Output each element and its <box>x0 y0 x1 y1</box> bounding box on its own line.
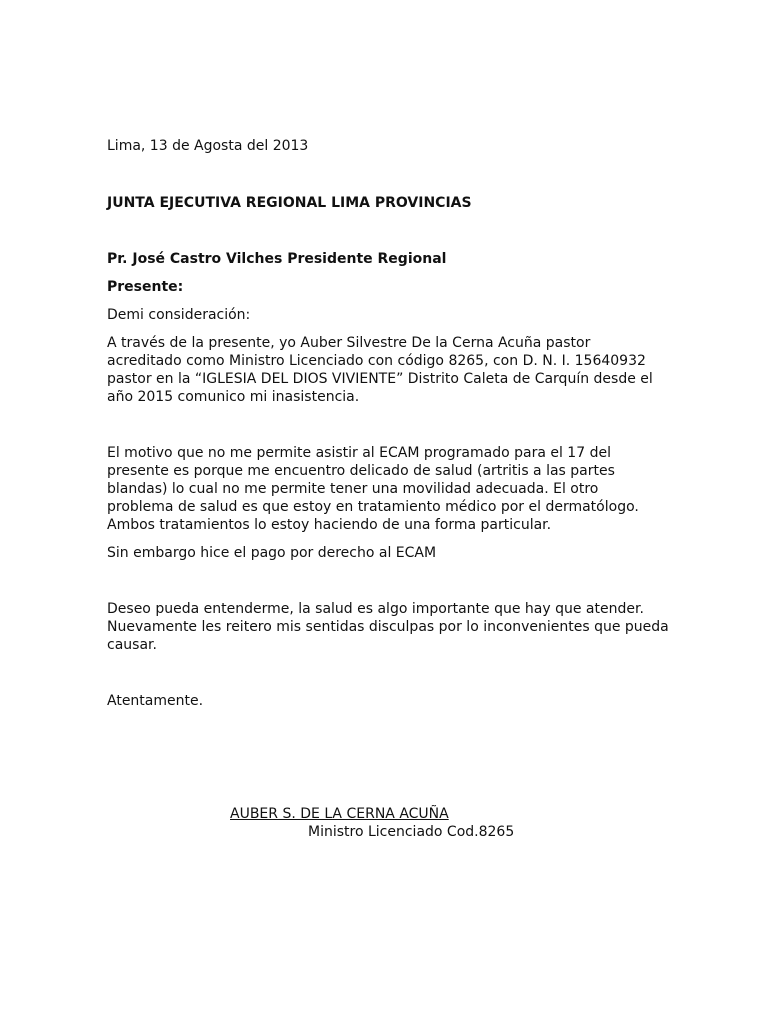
paragraph-line: problema de salud es que estoy en tratamiento médico por el dermatólogo. <box>107 499 639 515</box>
paragraph-line: causar. <box>107 637 157 653</box>
paragraph-line: El motivo que no me permite asistir al ECAM programado para el 17 del <box>107 445 611 461</box>
paragraph-line: acreditado como Ministro Licenciado con código 8265, con D. N. I. 15640932 <box>107 353 646 369</box>
paragraph-line: Nuevamente les reitero mis sentidas disculpas por lo inconvenientes que pueda <box>107 619 669 635</box>
paragraph-apology <box>107 600 687 654</box>
greeting: Demi consideración: <box>107 307 251 323</box>
signature-name: AUBER S. DE LA CERNA ACUÑA <box>230 806 449 822</box>
signature-title: Ministro Licenciado Cod.8265 <box>308 824 515 840</box>
paragraph-line: presente es porque me encuentro delicado de salud (artritis a las partes <box>107 463 615 479</box>
paragraph-line: Deseo pueda entenderme, la salud es algo importante que hay que atender. <box>107 601 644 617</box>
paragraph-line: pastor en la “IGLESIA DEL DIOS VIVIENTE” Distrito Caleta de Carquín desde el <box>107 371 653 387</box>
closing: Atentamente. <box>107 693 204 709</box>
paragraph-line: A través de la presente, yo Auber Silvestre De la Cerna Acuña pastor <box>107 335 591 351</box>
paragraph-reason <box>107 444 687 534</box>
recipient-name: Pr. José Castro Vilches Presidente Regional <box>107 251 447 267</box>
paragraph-line: año 2015 comunico mi inasistencia. <box>107 389 360 405</box>
letter-date: Lima, 13 de Agosta del 2013 <box>107 138 309 154</box>
paragraph-introduction <box>107 334 687 406</box>
paragraph-payment: Sin embargo hice el pago por derecho al ECAM <box>107 545 437 561</box>
presente-label: Presente: <box>107 279 184 295</box>
paragraph-line: blandas) lo cual no me permite tener una movilidad adecuada. El otro <box>107 481 599 497</box>
paragraph-line: Ambos tratamientos lo estoy haciendo de una forma particular. <box>107 517 552 533</box>
recipient-organization: JUNTA EJECUTIVA REGIONAL LIMA PROVINCIAS <box>107 195 472 211</box>
